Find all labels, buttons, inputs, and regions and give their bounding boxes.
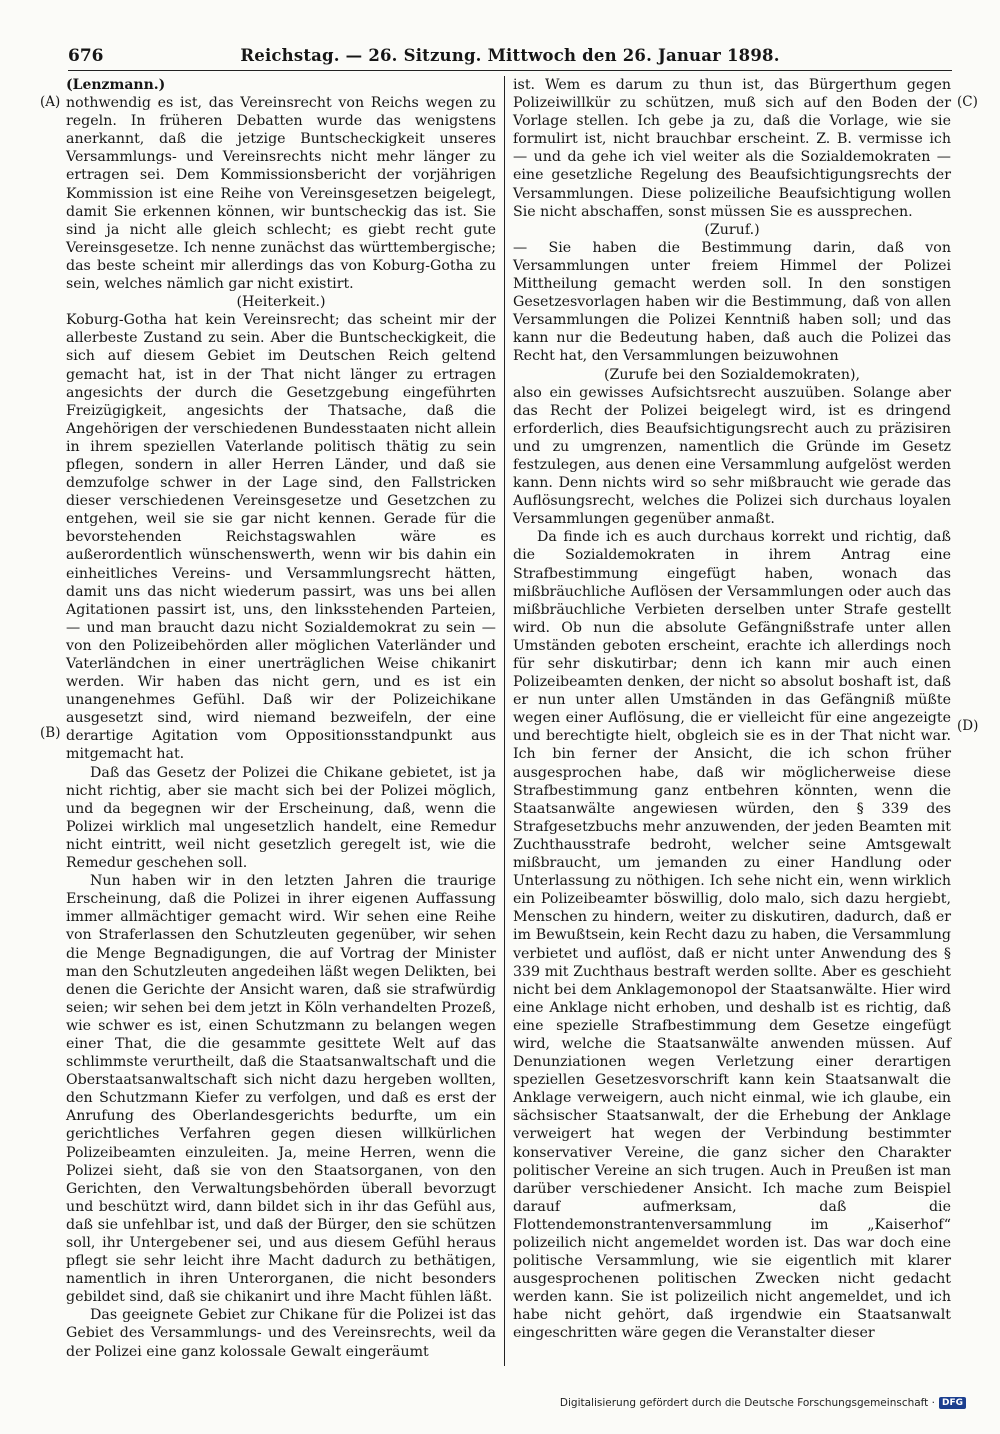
interjection: (Zuruf.) [704, 221, 760, 238]
running-title: Reichstag. — 26. Sitzung. Mittwoch den 26. Januar 1898. [240, 46, 780, 65]
paragraph: also ein gewisses Aufsichtsrecht auszuüben. Solange aber das Recht der Polizei beigelegt wird, ist es dringend erforderlich, dies Beaufsichtigungsrecht auch zu präzisiren und zu umgrenzen, namentlich die Gründe im Gesetz festzulegen, aus denen eine Versammlung aufgelöst werden kann. Denn nichts wird so sehr mißbraucht wie gerade das Auflösungsrecht, welches die Polizei sich durchaus loyalen Versammlungen gegenüber anmaßt. [513, 384, 951, 528]
paragraph: nothwendig es ist, das Vereinsrecht von Reichs wegen zu regeln. In früheren Debatten wurde das wenigstens anerkannt, daß die jetzige Buntscheckigkeit unseres Versammlungs- und Vereinsrechts nicht mehr länger zu ertragen sei. Dem Kommissionsbericht der vorjährigen Kommission ist eine Reihe von Vereinsgesetzen beigelegt, damit Sie erkennen können, wir buntscheckig das ist. Sie sind ja nicht alle gleich schlecht; es giebt recht gute Vereinsgesetze. Ich nenne zunächst das württembergische; das beste scheint mir allerdings das von Koburg-Gotha zu sein, welches nämlich gar nicht existirt. [66, 95, 496, 293]
interjection: (Heiterkeit.) [236, 294, 326, 311]
page-header [68, 46, 952, 71]
margin-mark-d: (D) [957, 718, 979, 734]
paragraph: — Sie haben die Bestimmung darin, daß von Versammlungen unter freiem Himmel der Polizei Mittheilung gemacht werden soll. In den sonstigen Gesetzesvorlagen haben wir die Bestimmung, daß von allen Versammlungen die Polizei Kenntniß haben soll; und das kann nur die Bedeutung haben, daß auch die Polizei das Recht hat, den Versammlungen beizuwohnen [513, 239, 951, 365]
interjection: (Zurufe bei den Sozialdemokraten), [603, 366, 861, 383]
page-number: 676 [68, 46, 104, 66]
paragraph: Koburg-Gotha hat kein Vereinsrecht; das scheint mir der allerbeste Zustand zu sein. Aber die Buntscheckigkeit, die sich auf diesem Gebiet im Deutschen Reich geltend gemacht hat, ist in der That nicht länger zu ertragen angesichts der durch die Gesetzgebung eingeführten Freizügigkeit, angesichts der Thatsache, daß die Angehörigen der verschiedenen Bundesstaaten nicht allein in ihrem speziellen Vaterlande politisch thätig zu sein pflegen, sondern in aller Herren Länder, und daß sie demzufolge schwer in der Lage sind, den Fallstricken dieser verschiedenen Vereinsgesetze und Gesetzchen zu entgehen, weil sie sie gar nicht kennen. Gerade für die bevorstehenden Reichstagswahlen wäre es außerordentlich wünschenswerth, wenn wir bis dahin ein einheitliches Vereins- und Versammlungsrecht hätten, damit uns das nicht wiederum passirt, was uns bei allen Agitationen passirt ist, uns, den linksstehenden Parteien, — und man braucht dazu nicht Sozialdemokrat zu sein — von den Polizeibehörden aller möglichen Vaterländer und Vaterländchen in einer unerträglichen Weise chikanirt werden. Wir haben das nicht gern, und es ist ein unangenehmes Gefühl. Daß wir der Polizeichikane ausgesetzt sind, wird niemand bezweifeln, der eine derartige Agitation vom Oppositionsstandpunkt aus mitgemacht hat. [66, 312, 496, 763]
paragraph: Da finde ich es auch durchaus korrekt und richtig, daß die Sozialdemokraten in ihrem Antrag eine Strafbestimmung eingefügt haben, wonach das mißbräuchliche Auflösen der Versammlungen oder auch das mißbräuchliche Verbieten derselben unter Strafe gestellt wird. Ob nun die absolute Gefängnißstrafe unter allen Umständen geboten erscheint, erachte ich allerdings noch für sehr diskutirbar; denn ich kann mir auch einen Polizeibeamten denken, der nicht so absolut boshaft ist, daß er nun unter allen Umständen in das Gefängniß müßte wegen einer Auflösung, die er vielleicht für eine angezeigte und berechtigte hielt, obgleich sie es in der That nicht war. Ich bin ferner der Ansicht, die ich schon früher ausgesprochen habe, daß wir möglicherweise diese Strafbestimmung ganz entbehren könnten, wenn die Staatsanwälte angewiesen würden, den § 339 des Strafgesetzbuchs mehr anzuwenden, der jeden Beamten mit Zuchthausstrafe bedroht, welcher seine Amtsgewalt mißbraucht, um jemanden zu einer Handlung oder Unterlassung zu nöthigen. Ich sehe nicht ein, wenn wirklich ein Polizeibeamter böswillig, dolo malo, sich dazu hergiebt, Menschen zu hindern, weiter zu diskutiren, dadurch, daß er im Bewußtsein, kein Recht dazu zu haben, die Versammlung verbietet und auflöst, daß er nicht unter Anwendung des § 339 mit Zuchthaus bestraft werden sollte. Aber es geschieht nicht bei dem Anklagemonopol der Staatsanwälte. Hier wird eine Anklage nicht erhoben, und deshalb ist es richtig, daß eine spezielle Strafbestimmung dem Gesetze eingefügt wird, welche die Staatsanwälte anwenden müssen. Auf Denunziationen wegen Verletzung einer derartigen speziellen Gesetzesvorschrift kann kein Staatsanwalt die Anklage verweigern, auch nicht einmal, wie ich glaube, ein sächsischer Staatsanwalt, der die Erhebung der Anklage verweigert hat wegen der Verbindung bestimmter konservativer Vereine, die ganz sicher den Charakter politischer Vereine an sich trugen. Auch in Preußen ist man darüber verschiedener Ansicht. Ich mache zum Beispiel darauf aufmerksam, daß die Flottendemonstrantenversammlung im „Kaiserhof“ polizeilich nicht angemeldet worden ist. Das war doch eine politische Versammlung, wie sie eigentlich mit klarer ausgesprochenen politischen Zwecken nicht gedacht werden kann. Sie ist polizeilich nicht angemeldet, und ich habe nicht gehört, daß irgendwie ein Staatsanwalt eingeschritten wäre gegen die Veranstalter dieser [513, 529, 951, 1342]
dfg-logo: DFG [939, 1397, 966, 1409]
margin-mark-c: (C) [957, 94, 978, 110]
margin-mark-a: (A) [40, 94, 61, 110]
credit-text: Digitalisierung gefördert durch die Deutsche Forschungsgemeinschaft · [559, 1397, 935, 1409]
margin-mark-b: (B) [40, 725, 61, 741]
paragraph: ist. Wem es darum zu thun ist, das Bürgerthum gegen Polizeiwillkür zu schützen, muß sich auf den Boden der Vorlage stellen. Ich gebe ja zu, daß die Vorlage, wie sie formulirt ist, nicht brauchbar erscheint. Z. B. vermisse ich — und da gehe ich viel weiter als die Sozialdemokraten — eine gesetzliche Regelung des Beaufsichtigungsrechts der Versammlungen. Diese polizeiliche Beaufsichtigung wollen Sie nicht abschaffen, sonst müssen Sie es aussprechen. [513, 77, 951, 220]
paragraph: Daß das Gesetz der Polizei die Chikane gebietet, ist ja nicht richtig, aber sie macht sich bei der Polizei möglich, und da begegnen wir der Erscheinung, daß, wenn die Polizei wirklich mal ungesetzlich handelt, eine Remedur nicht eintritt, weil nicht gesetzlich geregelt ist, wie die Remedur geschehen soll. [66, 764, 496, 872]
paragraph: Das geeignete Gebiet zur Chikane für die Polizei ist das Gebiet des Versammlungs- und des Vereinsrechts, weil da der Polizei eine ganz kolossale Gewalt eingeräumt [66, 1307, 496, 1360]
digitization-credit [560, 1397, 966, 1409]
left-column [66, 76, 496, 1361]
paragraph: Nun haben wir in den letzten Jahren die traurige Erscheinung, daß die Polizei in ihrer eigenen Auffassung immer allmächtiger gemacht wird. Wir sehen eine Reihe von Straferlassen den Schutzleuten gegenüber, wir sehen die Menge Begnadigungen, die auf Vortrag der Minister man den Schutzleuten angedeihen läßt wegen Delikten, bei denen die Gerichte der Ansicht waren, daß sie strafwürdig seien; wir sehen bei dem jetzt in Köln verhandelten Prozeß, wie schwer es ist, einen Schutzmann zu belangen wegen einer That, die die gesammte gesittete Welt auf das schlimmste verurtheilt, daß die Staatsanwaltschaft und die Oberstaatsanwaltschaft sich nicht dazu hergeben wollten, den Schutzmann Kiefer zu verfolgen, und daß es erst der Anrufung des Oberlandesgerichts bedurfte, um ein gerichtliches Verfahren gegen diesen willkürlichen Polizeibeamten einzuleiten. Ja, meine Herren, wenn die Polizei sieht, daß sie von den Staatsorganen, von den Gerichten, den Verwaltungsbehörden überall bevorzugt und beschützt wird, dann bildet sich in ihr das Gefühl aus, daß sie unfehlbar ist, und daß der Bürger, den sie schützen soll, ihr Untergebener sei, und aus diesem Gefühl heraus pflegt sie sehr leicht ihre Macht dadurch zu bethätigen, namentlich in ihren Unterorganen, die nicht besonders gebildet sind, daß sie chikanirt und ihre Macht fühlen läßt. [66, 873, 496, 1306]
speaker-name: (Lenzmann.) [66, 77, 166, 93]
column-rule [504, 76, 505, 1366]
right-column [513, 76, 951, 1343]
